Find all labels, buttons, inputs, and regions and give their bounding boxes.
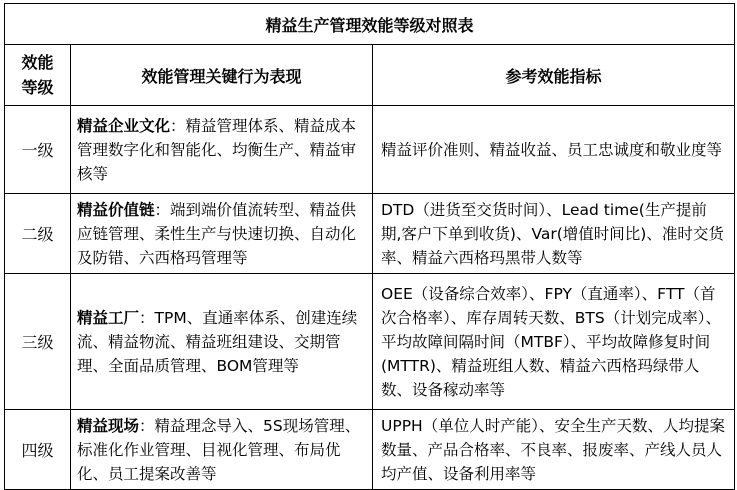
header-behaviors: 效能管理关键行为表现 bbox=[71, 45, 373, 106]
metrics-cell: 精益评价准则、精益收益、员工忠诚度和敬业度等 bbox=[373, 106, 735, 194]
table-row bbox=[5, 106, 735, 194]
behavior-text: ：精益理念导入、5S现场管理、标准化作业管理、目视化管理、布局优化、员工提案改善等 bbox=[77, 416, 361, 483]
header-level-line1: 效能 bbox=[21, 53, 54, 72]
table-row bbox=[5, 274, 735, 410]
metrics-cell: DTD（进货至交货时间）、Lead time(生产提前期,客户下单到收货)、Var(增值时间比)、准时交货率、精益六西格玛黑带人数等 bbox=[373, 194, 735, 274]
behavior-title: 精益企业文化 bbox=[77, 116, 171, 135]
header-metrics: 参考效能指标 bbox=[373, 45, 735, 106]
behavior-title: 精益工厂 bbox=[77, 308, 140, 327]
behavior-text: ：TPM、直通率体系、创建连续流、精益物流、精益班组建设、交期管理、全面品质管理、BOM管理等 bbox=[77, 308, 358, 375]
level-cell: 一级 bbox=[5, 106, 71, 194]
behavior-cell bbox=[71, 410, 373, 490]
behavior-text: ：精益管理体系、精益成本管理数字化和智能化、均衡生产、精益审核等 bbox=[77, 116, 357, 183]
table-row bbox=[5, 410, 735, 490]
level-cell: 三级 bbox=[5, 274, 71, 410]
efficiency-level-table bbox=[4, 3, 735, 490]
behavior-title: 精益现场 bbox=[77, 416, 140, 435]
header-level-line2: 等级 bbox=[21, 78, 54, 97]
behavior-cell bbox=[71, 274, 373, 410]
level-cell: 四级 bbox=[5, 410, 71, 490]
behavior-cell bbox=[71, 194, 373, 274]
header-row bbox=[5, 45, 735, 106]
level-cell: 二级 bbox=[5, 194, 71, 274]
table-title: 精益生产管理效能等级对照表 bbox=[5, 4, 735, 45]
metrics-cell: UPPH（单位人时产能）、安全生产天数、人均提案数量、产品合格率、不良率、报废率、产线人员人均产值、设备利用率等 bbox=[373, 410, 735, 490]
table-row bbox=[5, 194, 735, 274]
metrics-cell: OEE（设备综合效率）、FPY（直通率）、FTT（首次合格率）、库存周转天数、BTS（计划完成率）、平均故障间隔时间（MTBF）、平均故障修复时间(MTTR)、精益班组人数、精益六西格玛绿带人数、设备稼动率等 bbox=[373, 274, 735, 410]
behavior-title: 精益价值链 bbox=[77, 200, 155, 219]
header-level bbox=[5, 45, 71, 106]
behavior-text: ：端到端价值流转型、精益供应链管理、柔性生产与快速切换、自动化及防错、六西格玛管理等 bbox=[77, 200, 357, 267]
behavior-cell bbox=[71, 106, 373, 194]
